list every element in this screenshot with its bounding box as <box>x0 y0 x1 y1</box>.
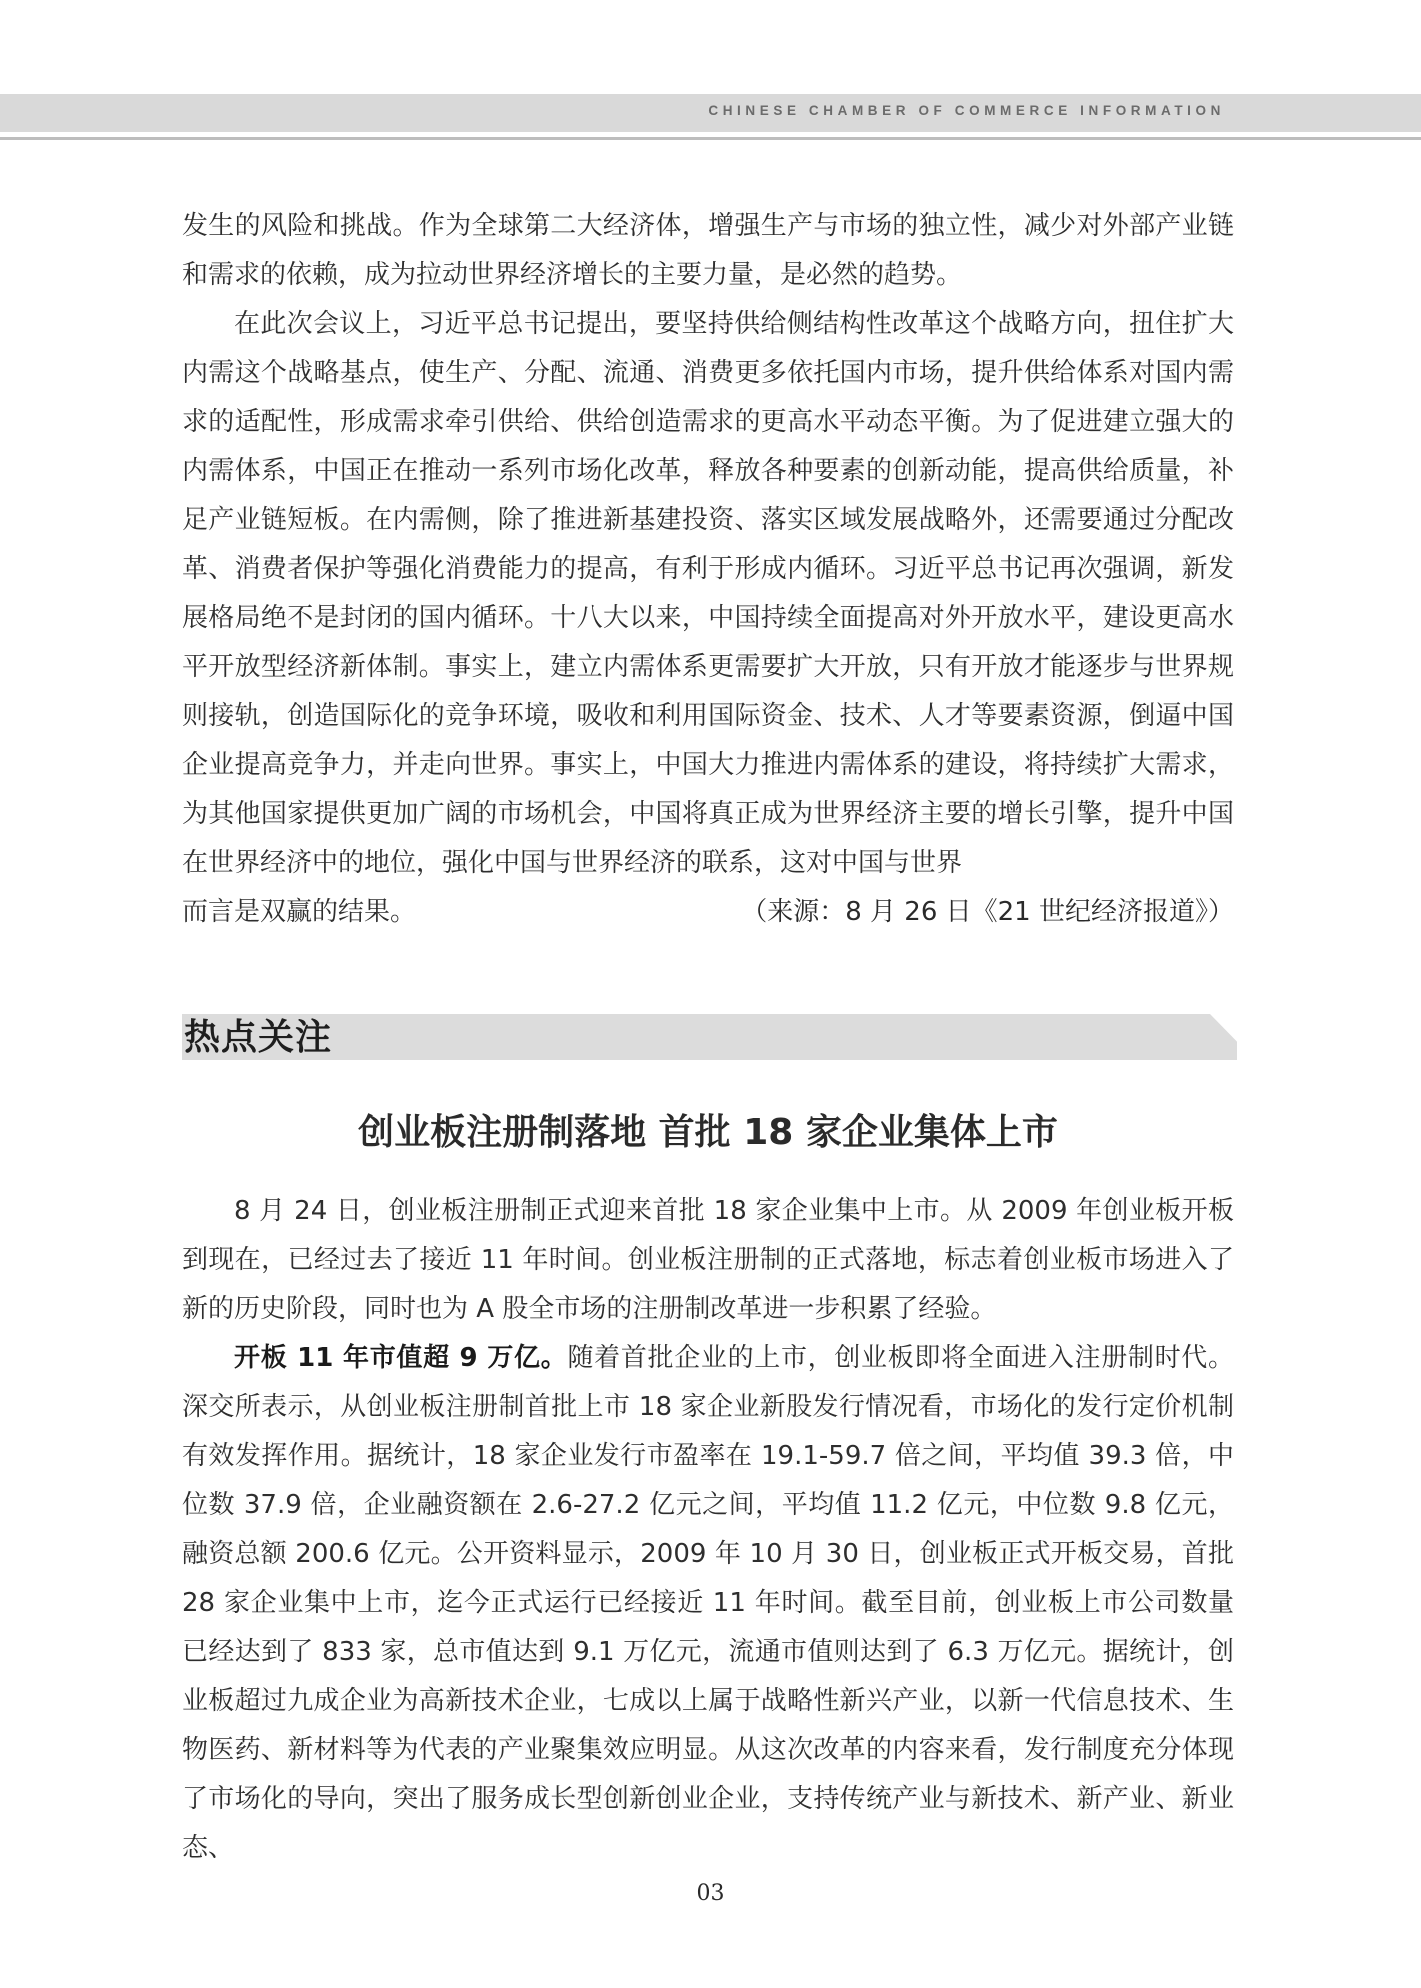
paragraph-body: 随着首批企业的上市，创业板即将全面进入注册制时代。深交所表示，从创业板注册制首批上市 18 家企业新股发行情况看，市场化的发行定价机制有效发挥作用。据统计，18 家企业发行市盈率在 19.1-59.7 倍之间，平均值 39.3 倍，中位数 37.9 倍，企业融资额在 2.6-27.2 亿元之间，平均值 11.2 亿元，中位数 9.8 亿元，融资总额 200.6 亿元。公开资料显示，2009 年 10 月 30 日，创业板正式开板交易，首批 28 家企业集中上市，迄今正式运行已经接近 11 年时间。截至目前，创业板上市公司数量已经达到了 833 家，总市值达到 9.1 万亿元，流通市值则达到了 6.3 万亿元。据统计，创业板超过九成企业为高新技术企业，七成以上属于战略性新兴产业，以新一代信息技术、生物医药、新材料等为代表的产业聚集效应明显。从这次改革的内容来看，发行制度充分体现了市场化的导向，突出了服务成长型创新创业企业，支持传统产业与新技术、新产业、新业态、 <box>182 1343 1234 1863</box>
closing-row <box>182 888 1234 937</box>
paragraph <box>182 1334 1234 1873</box>
article-body <box>182 1187 1234 1873</box>
paragraph: 在此次会议上，习近平总书记提出，要坚持供给侧结构性改革这个战略方向，扭住扩大内需这个战略基点，使生产、分配、流通、消费更多依托国内市场，提升供给体系对国内需求的适配性，形成需求牵引供给、供给创造需求的更高水平动态平衡。为了促进建立强大的内需体系，中国正在推动一系列市场化改革，释放各种要素的创新动能，提高供给质量，补足产业链短板。在内需侧，除了推进新基建投资、落实区域发展战略外，还需要通过分配改革、消费者保护等强化消费能力的提高，有利于形成内循环。习近平总书记再次强调，新发展格局绝不是封闭的国内循环。十八大以来，中国持续全面提高对外开放水平，建设更高水平开放型经济新体制。事实上，建立内需体系更需要扩大开放，只有开放才能逐步与世界规则接轨，创造国际化的竞争环境，吸收和利用国际资金、技术、人才等要素资源，倒逼中国企业提高竞争力，并走向世界。事实上，中国大力推进内需体系的建设，将持续扩大需求，为其他国家提供更加广阔的市场机会，中国将真正成为世界经济主要的增长引擎，提升中国在世界经济中的地位，强化中国与世界经济的联系，这对中国与世界 <box>182 309 1234 878</box>
page-number: 03 <box>696 1881 725 1906</box>
running-header-title: CHINESE CHAMBER OF COMMERCE INFORMATION <box>708 103 1225 118</box>
paragraph: 发生的风险和挑战。作为全球第二大经济体，增强生产与市场的独立性，减少对外部产业链和需求的依赖，成为拉动世界经济增长的主要力量，是必然的趋势。 <box>182 211 1234 290</box>
closing-line: 而言是双赢的结果。 <box>182 897 417 927</box>
article-title: 创业板注册制落地 首批 18 家企业集体上市 <box>358 1112 1058 1153</box>
section-header <box>182 1014 1237 1060</box>
paragraph: 8 月 24 日，创业板注册制正式迎来首批 18 家企业集中上市。从 2009 年创业板开板到现在，已经过去了接近 11 年时间。创业板注册制的正式落地，标志着创业板市场进入了新的历史阶段，同时也为 A 股全市场的注册制改革进一步积累了经验。 <box>182 1196 1234 1324</box>
source-citation: （来源：8 月 26 日《21 世纪经济报道》） <box>741 897 1234 927</box>
section-title: 热点关注 <box>184 1016 333 1058</box>
paragraph-lead: 开板 11 年市值超 9 万亿。 <box>234 1343 568 1373</box>
section-header-bar <box>182 1014 1237 1060</box>
header-divider <box>0 137 1421 140</box>
article-continuation <box>182 202 1234 937</box>
